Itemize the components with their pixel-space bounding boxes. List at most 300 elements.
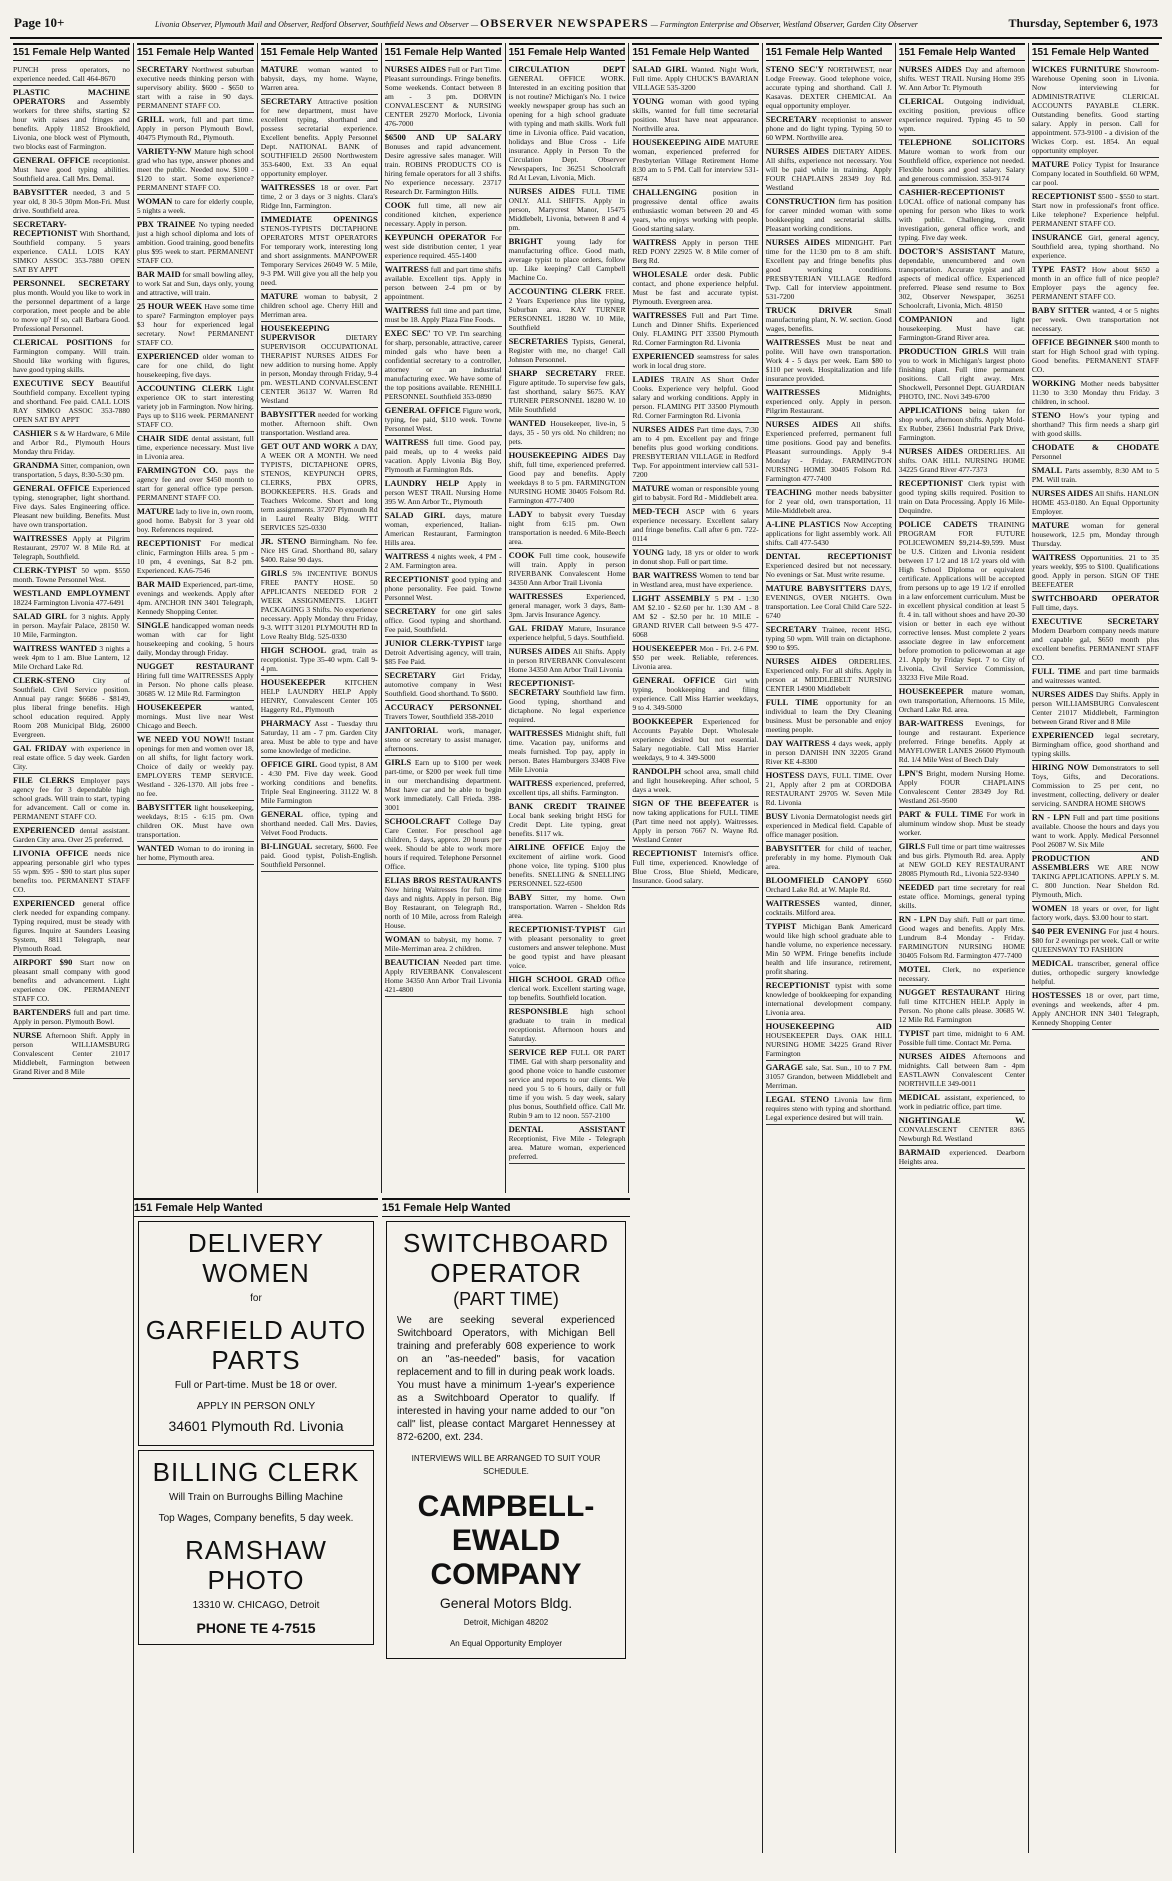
- ad-heading: LEGAL STENO: [765, 1094, 830, 1104]
- ad-heading: GIRLS: [384, 757, 412, 767]
- ad-heading: TRUCK DRIVER: [765, 305, 853, 315]
- classified-ad: [137, 701, 254, 733]
- ad-heading: WAITRESS: [508, 778, 553, 788]
- classified-ad: [137, 382, 254, 432]
- ad-text: $500 - $550 to start. Start now in professional's front office. Like telephone? Experience helpful. PERMANENT STAFF CO.: [1031, 192, 1159, 228]
- ad-text: young lady for manufacturing office. Good math, average typist to place orders, follow up. Like keeping? Call Campbell Machine Co.: [508, 237, 626, 282]
- ad-text: Modern Dearborn company needs mature and capable gal, $650 month plus excellent benefits. PERMANENT STAFF CO.: [1031, 626, 1159, 662]
- bottom-right-block: [382, 1198, 630, 1663]
- ad-heading: WAITRESS: [1031, 552, 1076, 562]
- classified-ad: [899, 313, 1025, 345]
- ad-text: part time secretary for real estate office. Mornings, general typing skills.: [898, 883, 1025, 910]
- ad-text: Personnel: [1031, 452, 1062, 461]
- ad-heading: NURSES AIDES: [898, 446, 963, 456]
- ad-text: woman to babysit, 2 children school age. Cherry Hill and Merriman area.: [260, 292, 378, 319]
- ad-text: MIDNIGHT. Part time for the 11:30 pm to 8 am shift. Excellent pay and fringe benefits plus good working conditions. PRESBYTERIAN VILLAGE Redford Twp. Call for interview appointment. 531-7200: [765, 238, 892, 301]
- classified-ad: [509, 63, 626, 185]
- classified-ad: [13, 1006, 130, 1029]
- classified-ad: [632, 236, 758, 268]
- ad-text: for Farmington company. Will train. Should like working with figures, have good typing skills.: [13, 338, 130, 374]
- ad-column-4: [382, 43, 506, 1193]
- ad-heading: INSURANCE: [1031, 232, 1083, 242]
- ad-heading: MATURE: [1031, 520, 1070, 530]
- classified-ad: [766, 842, 892, 874]
- classified-ad: [766, 874, 892, 897]
- ad-heading: CHODATE & CHODATE: [1031, 442, 1159, 452]
- classified-ad: [766, 550, 892, 582]
- ad-text: opportunity for an individual to learn the Dry Cleaning business. Must be personable and enjoy meeting people.: [765, 698, 892, 734]
- ad-address: 34601 Plymouth Rd. Livonia: [168, 1418, 344, 1434]
- ad-heading: RN - LPN: [898, 914, 937, 924]
- ad-text: Good typist, 8 AM - 4:30 PM. Five day week. Good working conditions and benefits. Triple Seal Engineering. 31122 W. 8 Mile Farmington: [260, 760, 378, 805]
- ad-text: light housekeeping, weekdays, 8:15 - 6:15 pm. Own children OK. Must have own transportation.: [136, 803, 254, 839]
- ad-text: Afternoon Shift. Apply in person WILLIAMSBURG Convalescent Center 21017 Middlebelt, Farmington between Grand River and 8 Mile: [13, 1031, 130, 1076]
- ad-heading: GIRLS: [260, 568, 288, 578]
- classified-ad: [1032, 63, 1159, 158]
- issue-date: Thursday, September 6, 1973: [1008, 15, 1158, 30]
- ad-heading: SALAD GIRL: [384, 510, 446, 520]
- ad-text: Michigan Bank Americard would like high school graduate able to handle volume, no experience necessary. Min 50 WPM. Fringe benefits include health and life insurance, retirement, profit sharing.: [765, 922, 892, 976]
- ad-text: Girl with pleasant personality to greet customers and answer telephone. Must be good typist and have pleasant voice.: [508, 925, 626, 970]
- classified-ad: [261, 63, 378, 95]
- ad-text: FREE. 2 Years Experience plus lite typing, Suburban area. KAY TURNER PERSONNEL 18280 W. 10 Mile, Southfield: [508, 287, 626, 332]
- ad-heading: PRODUCTION GIRLS: [898, 346, 989, 356]
- ad-text: 50 wpm. $550 month. Towne Personnel West.: [13, 566, 130, 584]
- ad-text: mother needs babysitter for 2 year old, own transportation, 11 Mile-Middlebelt area.: [765, 488, 892, 515]
- ad-heading: TELEPHONE SOLICITORS: [898, 137, 1025, 147]
- ad-text: needed, 3 and 5 year old, 8 30-5 30pm Mon-Fri. Must drive. Southfield area.: [13, 188, 130, 215]
- classified-ad: [509, 973, 626, 1005]
- ad-text: 5 PM - 1:30 AM $2.10 - $2.60 per hr. 1:30 AM - 8 AM $2 - $2.50 per hr. 10 MILE - GRAND RIVER Call between 9-5 477-6068: [632, 594, 759, 639]
- ad-text: Start now on pleasant small company with good benefits and advancement. Light experience OK. PERMANENT STAFF CO.: [13, 958, 130, 1003]
- ad-heading: NURSES AIDES: [384, 64, 446, 74]
- ad-text: and part time barmaids and waitresses wanted.: [1031, 667, 1160, 685]
- ad-text: Day shift. Full or part time. Good wages and benefits. Apply Mrs. Lundrum 8-4 Monday - Friday. FARMINGTON NURSING HOME 30405 Folsom Rd. Farmington 477-7400: [898, 915, 1025, 960]
- ad-text: WE ARE NOW TAKING APPLICATIONS. APPLY S. M. C. 800 Junction. Near Sheldon Rd. Plymouth, Mich.: [1031, 863, 1159, 899]
- ad-heading: MATURE BABYSITTERS: [765, 583, 867, 593]
- classified-ad: [1032, 336, 1159, 377]
- ad-heading: SECRETARY: [765, 624, 818, 634]
- ad-text: 4 nights week, 4 PM - 2 AM. Farmington area.: [384, 552, 502, 570]
- classified-ad: [13, 642, 130, 674]
- ad-heading: LADY: [508, 509, 533, 519]
- ad-heading: CASHIER: [13, 428, 52, 438]
- ad-text: experienced. Dearborn Heights area.: [898, 1148, 1025, 1166]
- ad-heading: MATURE: [632, 483, 670, 493]
- ad-text: Mature, dependable, unencumbered and own transportation. Accurate typist and all aspects of medical office. Experienced preferred. Please send resume to Box 302, Observer Newspaper, 36251 Schoolcraft, Livonia, Mich. 48150: [898, 247, 1025, 310]
- classified-ad: [1032, 551, 1159, 592]
- ad-heading: HOUSEKEEPING AID: [765, 1021, 892, 1031]
- classified-ad: [1032, 190, 1159, 231]
- ad-heading: SECRETARY: [384, 606, 437, 616]
- classified-ad: [261, 290, 378, 322]
- ad-text: assistant, experienced, to work in pediatric office, part time.: [898, 1093, 1025, 1111]
- ad-text: for child of teacher, preferably in my home. Plymouth Oak area.: [765, 844, 892, 871]
- ad-heading: POLICE CADETS: [898, 519, 978, 529]
- ad-heading: NURSES AIDES: [898, 64, 962, 74]
- ad-heading: RECEPTIONIST: [632, 848, 697, 858]
- ad-text: work, manager, steno or secretary to assist manager, afternoons.: [384, 726, 502, 753]
- classified-ad: [632, 569, 758, 592]
- ad-text: pays the agency fee and over $450 month to start for general office type person. PERMANENT STAFF CO.: [136, 466, 254, 502]
- ad-heading: NURSES AIDES: [765, 419, 839, 429]
- ad-text: Apply in person THE RED PONY 22925 W. 8 Mile corner of Berg Rd.: [632, 238, 759, 265]
- ad-text: Showroom-Warehouse Opening soon in Livonia. Now interviewing for ADMINISTRATIVE CLERICAL ACCOUNTS PAYABLE CLERK. Outstanding benefits. Good starting salary. Apply in person. Call for appointment. 573-9100 - a division of the Wickes Corp. est. 1854. An equal opportunity employer.: [1031, 65, 1159, 155]
- ad-text: woman with good typing skills, wanted for full time secretarial position. Must have neat appearance. Northville area.: [632, 97, 759, 133]
- masthead: [10, 12, 1162, 39]
- classified-ad: [385, 63, 502, 131]
- classified-ad: [385, 724, 502, 756]
- ad-heading: BI-LINGUAL: [260, 841, 313, 851]
- classified-ad: [766, 810, 892, 842]
- ad-heading: TEACHING: [765, 487, 812, 497]
- ad-column-7: [763, 43, 896, 1853]
- ad-text: Mature high school grad who has type, answer phones and meet the public. Needed now. $100 - $120 to start. Some experience? PERMANENT STAFF CO.: [136, 147, 254, 192]
- ad-heading: BEAUTICIAN: [384, 957, 439, 967]
- classified-ad: [137, 63, 254, 113]
- classified-ad: [13, 86, 130, 154]
- ad-heading: HIRING NOW: [1031, 762, 1089, 772]
- ad-text: Hiring full time WAITRESSES Apply in Person. No phone calls please. 30685 W. 12 Mile Rd. Farmington: [136, 671, 254, 698]
- ad-heading: PLASTIC MACHINE OPERATORS: [13, 87, 130, 106]
- classified-ad: [766, 236, 892, 304]
- classified-ad: [13, 610, 130, 642]
- classified-ad: [13, 956, 130, 1006]
- ad-text: wanted, 4 or 5 nights per week. Own transportation not necessary.: [1031, 306, 1160, 333]
- ad-heading: TYPIST: [765, 921, 797, 931]
- ad-title: BILLING CLERK: [152, 1457, 360, 1487]
- classified-ad: [261, 213, 378, 290]
- ad-heading: PBX TRAINEE: [136, 219, 196, 229]
- classified-ad: [899, 136, 1025, 186]
- ad-heading: BABYSITTER: [13, 187, 68, 197]
- ad-heading: WANTED: [136, 843, 175, 853]
- ad-heading: CLERICAL: [898, 96, 944, 106]
- classified-ad: [509, 335, 626, 367]
- classified-ad: [899, 963, 1025, 986]
- ad-heading: STENO: [1031, 410, 1061, 420]
- ad-heading: JR. STENO: [260, 536, 307, 546]
- ad-heading: AIRPORT $90: [13, 957, 73, 967]
- ad-text: Full time or part time waitresses and bus girls. Plymouth Rd. area. Apply at NEW GOLD KEY RESTAURANT 28085 Plymouth Rd., Livonia 522-9340: [898, 842, 1025, 878]
- ad-heading: RECEPTIONIST: [765, 980, 830, 990]
- classified-ad: [385, 933, 502, 956]
- ad-heading: EXPERIENCED: [13, 825, 75, 835]
- ad-text: firm has position for career minded woman with some bookkeeping and secretarial skills. Pleasant working conditions.: [765, 197, 892, 233]
- classified-ad: [899, 445, 1025, 477]
- classified-ad: [1032, 615, 1159, 665]
- ad-text: Clerk typist with good typing skills required. Position to train on Data Processing. Apply 16 Mile-Dequindre.: [898, 479, 1025, 515]
- classified-ad: [137, 578, 254, 619]
- ad-heading: HOUSEKEEPING AIDES: [508, 450, 609, 460]
- ad-heading: SECRETARY-RECEPTIONIST: [13, 219, 78, 238]
- ad-text: Midnights, experienced only. Apply in person. Pilgrim Restaurant.: [765, 388, 892, 415]
- classified-ad: [899, 1146, 1025, 1169]
- ad-heading: CLERK-STENO: [13, 675, 75, 685]
- classified-ad: [385, 637, 502, 669]
- ad-text: order desk. Public contact, and phone experience helpful. Must be fast and accurate typist. Plymouth. Evergreen area.: [632, 270, 759, 306]
- ad-text: position in progressive dental office awaits enthusiastic woman between 20 and 45 years, who enjoys working with people. Good starting salary.: [632, 188, 759, 233]
- ad-text: Local bank seeking bright HSG for Credit Dept. Lite typing, great benefits. $117 wk.: [508, 811, 626, 838]
- ad-heading: IMMEDIATE OPENINGS: [260, 214, 378, 224]
- ad-heading: CIRCULATION DEPT: [508, 64, 626, 74]
- classified-ad: [766, 920, 892, 979]
- ad-text: HOUSEKEEPER Days. OAK HILL NURSING HOME 34225 Grand River Farmington: [765, 1031, 892, 1058]
- ad-text: large Detroit Advertising agency, will train, $85 Fee Paid.: [384, 639, 502, 666]
- ad-heading: WAITRESSES: [508, 728, 563, 738]
- ad-heading: WOMAN: [136, 196, 173, 206]
- ad-heading: KEYPUNCH OPERATOR: [384, 232, 487, 242]
- ad-heading: WICKES FURNITURE: [1031, 64, 1121, 74]
- classified-ad: [632, 268, 758, 309]
- ad-column-3: [258, 43, 382, 1193]
- ad-text: lady, 18 yrs or older to work in donut shop. Full or part time.: [632, 548, 759, 566]
- classified-ad: [1032, 925, 1159, 957]
- ad-text: Bonuses and rapid advancement. Desire agressive sales manager. Will train. ROBINS PRODUCTS CO is hiring female operators for all 3 shifts. No experience necessary. 23717 Research Dr. Farmington Hills.: [384, 142, 502, 196]
- ad-heading: EXPERIENCED: [13, 898, 75, 908]
- ad-heading: A-LINE PLASTICS: [765, 519, 841, 529]
- classified-ad: [899, 767, 1025, 808]
- classified-ad: [632, 482, 758, 505]
- ad-text: Mother needs babysitter 11:30 to 3:30 Monday thru Friday. 3 children, in school.: [1031, 379, 1159, 406]
- ad-heading: LIVONIA OFFICE: [13, 848, 89, 858]
- ad-heading: WAITRESS: [384, 264, 429, 274]
- classified-ad: [13, 824, 130, 847]
- ad-heading: NURSES AIDES: [765, 656, 837, 666]
- classified-ad: [385, 436, 502, 477]
- classified-ad: [137, 660, 254, 701]
- ad-text: Full and Part Time. Lunch and Dinner Shifts. Experienced Only. FLAMING PIT 33500 Plymouth Rd. Corner Farmington Rd. Livonia: [632, 311, 759, 347]
- classified-ad: [385, 199, 502, 231]
- ad-text: to care for elderly couple, 5 nights a week.: [136, 197, 254, 215]
- classified-ad: [632, 186, 758, 236]
- ad-text: Southfield law firm. Good typing, shorthand and dictaphone. No legal experience required.: [508, 688, 626, 724]
- ad-text: Clerk, no experience necessary.: [898, 965, 1025, 983]
- classified-ad: [899, 1050, 1025, 1091]
- ad-heading: TYPIST: [898, 1028, 930, 1038]
- classified-ad: [509, 800, 626, 841]
- ad-text: Sitter, my home. Own transportation. Warren - Sheldon Rds area.: [508, 893, 626, 920]
- classified-ad: [766, 737, 892, 769]
- ad-text: Experienced, part-time, evenings and weekends. Apply after 4pm. ANCHOR INN 3401 Telegraph, Kennedy Shopping Center.: [136, 580, 254, 616]
- ad-text: office, typing and shorthand needed. Call Mrs. Davies, Velvet Food Products.: [260, 810, 378, 837]
- classified-ad: [766, 113, 892, 145]
- ad-column-5: [506, 43, 630, 1193]
- classified-ad: [899, 63, 1025, 95]
- ad-text: How about $650 a month in an office full of nice people? Employer pays the agency fee. PERMANENT STAFF CO.: [1031, 265, 1159, 301]
- ad-heading: BOOKKEEPER: [632, 716, 693, 726]
- ad-text: seamstress for sales work in local drug store.: [632, 352, 759, 370]
- ad-heading: OFFICE GIRL: [260, 759, 318, 769]
- ad-text: 5% INCENTIVE BONUS FREE PANTY HOSE. 50 APPLICANTS NEEDED FOR 2 WEEK ASSIGNMENTS. LIGHT PACKAGING 3 Shifts. No experience necessary. Apply Monday thru Friday, 9-3. WITT 31201 PLYMOUTH RD In Love Realty Bldg. 525-0330: [260, 569, 378, 641]
- ad-text: Instant openings for men and women over 18, on all shifts, for light factory work. Choice of daily or weekly pay. EMPLOYERS TEMP SERVICE. Westland - 326-1370. All jobs free - no fee.: [136, 735, 254, 798]
- switchboard-operator-ad: SWITCHBOARD OPERATOR (PART TIME) We are seeking several experienced Switchboard Operators, with Michigan Bell training and preferably 608 experience to work on an "as-needed" basis, for vacation replacement and to fill in during peak work loads. You must have a minimum 1-year's experience as a Switchboard Operator to qualify. If interested in having your name added to our "on call" list, please contact Margaret Hennessey at 872-6200, ext. 234. INTERVIEWS WILL BE ARRANGED TO SUIT YOUR SCHEDULE. CAMPBELL-EWALD COMPANY General Motors Bldg. Detroit, Michigan 48202 An Equal Opportunity Employer: [386, 1221, 626, 1659]
- classified-ad: [899, 345, 1025, 404]
- ad-text: for small bowling alley, to work Sat and Sun, days only, young and attractive, will train.: [136, 270, 254, 297]
- ad-text: FREE. Figure aptitude. To supervise few gals, fast shorthand, salary $675. KAY TURNER PERSONNEL 18280 W. 10 Mile Southfield: [508, 369, 626, 414]
- classified-ad: [766, 1020, 892, 1061]
- ad-text: wanted, dinner, cocktails. Milford area.: [765, 899, 892, 917]
- ad-heading: GRILL: [136, 114, 165, 124]
- classified-ad: [1032, 761, 1159, 811]
- classified-ad: [261, 322, 378, 408]
- ad-heading: YOUNG: [632, 547, 665, 557]
- classified-ad: [385, 550, 502, 573]
- ad-text: PUNCH press operators, no experience needed. Call 464-8670: [13, 65, 130, 83]
- ad-text: 18 or over. Part time, 2 or 3 days or 3 nights. Clara's Ridge Inn, Farmington.: [260, 183, 378, 210]
- classified-ad: [13, 897, 130, 956]
- ad-text: receptionist. Must have good typing abilities. Southfield area. Call Mrs. Demal.: [13, 156, 130, 183]
- classified-ad: [766, 623, 892, 655]
- ad-heading: ACCOUNTING CLERK: [136, 383, 232, 393]
- bottom-left-block: [134, 1198, 378, 1649]
- ad-text: DIETARY AIDES. All shifts, experience not necessary. You will be paid while in training. Apply FOUR CHAPLAINS 28349 Joy Rd. Westland: [765, 147, 892, 192]
- ad-heading: LAUNDRY HELP: [384, 478, 460, 488]
- ad-heading: SECRETARY: [136, 64, 189, 74]
- classified-ad: [385, 404, 502, 436]
- ad-text: 6560 Orchard Lake Rd. at W. Maple Rd.: [765, 876, 892, 894]
- classified-ad: [1032, 592, 1159, 615]
- ad-heading: WAITRESSES: [632, 310, 687, 320]
- classified-ad: [137, 195, 254, 218]
- classified-ad: [261, 717, 378, 758]
- ad-text: TRAINING PROGRAM FOR FUTURE POLICEWOMEN $9,214-$9,599. Must be U.S. Citizen and Livonia resident between 17 1/2 and 18 1/2 years old with High School Diploma or equivalent certificate. Applications will be accepted from persons up to age 19 1/2 if enrolled in a law enforcement curriculum. Must be in excellent physical condition at least 5 ft. 4 in. tall without shoes and have 20-30 vision or better in each eye without corrective lenses. Must complete 2 years associate degree in law enforcement before promotion to policewoman at age 21. Apply by Friday Sept. 7 to City of Livonia, Civil Service Commission, 33233 Five Mile Road.: [898, 520, 1025, 682]
- classified-ad: [766, 518, 892, 550]
- ad-text: Evenings, for lounge and restaurant. Experience preferred. Fringe benefits. Apply at MAYFLOWER LANES 26600 Plymouth Rd. 1/4 Mile West of Beech Daly: [898, 719, 1025, 764]
- ad-heading: WOMAN: [384, 934, 421, 944]
- ad-heading: MEDICAL: [1031, 958, 1074, 968]
- classified-ad: [509, 677, 626, 727]
- classified-ad: [899, 685, 1025, 717]
- classified-ad: [509, 367, 626, 417]
- ad-text: Earn up to $100 per week part-time, or $200 per week full time in our merchandising department. Must have car and be able to begin work immediately. Call Frieda. 398-3001: [384, 758, 502, 812]
- classified-ad: [766, 386, 892, 418]
- classified-ad: [509, 891, 626, 923]
- ad-text: Women to tend bar in Westland area, must have experience.: [632, 571, 759, 589]
- page-number: Page 10+: [14, 15, 65, 30]
- classified-ad: [13, 1029, 130, 1079]
- classified-ad: [766, 1061, 892, 1093]
- ad-text: Day and afternoon shifts. WEST TRAIL Nursing Home 395 W. Ann Arbor Tr. Plymouth: [898, 65, 1025, 92]
- ad-heading: NURSES AIDES: [1031, 689, 1094, 699]
- ad-text: TO VP. I'm searching for sharp, personable, attractive, career minded gals who have been a confidential secretary to a controller, attorney or an industrial manufacturing exec. We have some of the top positions available. RENHILL PERSONNEL Southfield 353-0890: [384, 329, 502, 401]
- ad-text: 18 or over, part time, evenings and weekends, after 4 pm. Apply ANCHOR INN 3401 Telegraph, Kennedy Shopping Center: [1031, 991, 1159, 1027]
- masthead-credits: Livonia Observer, Plymouth Mail and Observer, Redford Observer, Southfield News and Observer — OBSERVER NEWSPAPERS — Farmington Enterprise and Observer, Westland Observer, Garden City Observer: [155, 15, 918, 30]
- ad-text: Policy Typist for Insurance Company located in Southfield. 60 WPM, car pool.: [1031, 160, 1159, 187]
- ad-text: Typists, General, Register with me, no charge! Call Johnson Personnel.: [508, 337, 626, 364]
- classified-ad: [766, 63, 892, 113]
- classified-ad: [385, 605, 502, 637]
- section-title: 151 Female Help Wanted: [632, 43, 758, 61]
- classified-ad: [137, 218, 254, 268]
- ad-heading: HOUSEKEEPER: [632, 643, 698, 653]
- ad-heading: GAL FRIDAY: [508, 623, 564, 633]
- classified-ad: [766, 195, 892, 236]
- classified-ad: [385, 263, 502, 304]
- ad-text: Experienced desired but not necessary. No evenings or Sat. Must write resume.: [765, 561, 892, 579]
- classified-ad: [385, 304, 502, 327]
- classified-ad: [1032, 957, 1159, 989]
- ad-heading: ACCOUNTING CLERK: [508, 286, 602, 296]
- ad-heading: MEDICAL: [898, 1092, 940, 1102]
- classified-ad: [509, 235, 626, 285]
- ad-heading: VARIETY-NW: [136, 146, 192, 156]
- ad-heading: EXPERIENCED: [1031, 730, 1094, 740]
- classified-ad: [632, 136, 758, 186]
- classified-ad: [13, 774, 130, 824]
- ad-heading: BAR WAITRESS: [632, 570, 697, 580]
- ad-heading: HOUSEKEEPER: [136, 702, 202, 712]
- ad-column-9: [1029, 43, 1162, 1853]
- ad-text: Apply at Pilgrim Restaurant, 29707 W. 8 Mile Rd. at Telegraph, Southfield.: [13, 534, 130, 561]
- section-title: 151 Female Help Wanted: [137, 43, 254, 61]
- ad-heading: GENERAL OFFICE: [384, 405, 461, 415]
- ad-text: $400 month to start for High School grad with typing. Good benefits. PERMANENT STAFF CO.: [1031, 338, 1159, 374]
- ad-text: typist with some knowledge of bookkeeping for expanding international development company. Livonia area.: [765, 981, 892, 1017]
- ad-text: CONVALESCENT CENTER 8365 Newburgh Rd. Westland: [898, 1125, 1025, 1143]
- classified-ad: [1032, 811, 1159, 852]
- ad-heading: SIGN OF THE BEEFEATER: [632, 798, 749, 808]
- ad-text: Experienced for Accounts Payable Dept. Wholesale experience desired but not essential. Salary negotiable. Call Miss Harrier weekdays, 9 to 4. 349-5000: [632, 717, 759, 762]
- ad-heading: BABY SITTER: [1031, 305, 1090, 315]
- classified-ad: [1032, 304, 1159, 336]
- classified-ad: [13, 427, 130, 459]
- ad-heading: MATURE: [260, 291, 298, 301]
- ad-heading: EXPERIENCED: [632, 351, 695, 361]
- ad-text: Travers Tower, Southfield 358-2010: [384, 712, 494, 721]
- classified-ad: [1032, 729, 1159, 761]
- ad-heading: WORKING: [1031, 378, 1076, 388]
- classified-ad: [632, 642, 758, 674]
- classified-ad: [899, 881, 1025, 913]
- ad-heading: NURSES AIDES: [508, 186, 575, 196]
- classified-ad: [1032, 665, 1159, 688]
- ad-text: Apply in person WEST TRAIL Nursing Home 395 W. Ann Arbor Tr., Plymouth: [384, 479, 502, 506]
- classified-ad: [261, 535, 378, 567]
- section-title-bottom-2: 151 Female Help Wanted: [382, 1198, 630, 1217]
- classified-ad: [13, 154, 130, 186]
- ad-heading: RN - LPN: [1031, 812, 1071, 822]
- ad-heading: APPLICATIONS: [898, 405, 963, 415]
- ad-heading: SECRETARY: [260, 96, 313, 106]
- ad-text: Afternoons and midnights. Call between 8am - 4pm EASTLAWN Convalescent Center NORTHVILLE 349-0011: [898, 1052, 1025, 1088]
- classified-ad: [385, 956, 502, 997]
- ad-text: Sitter, companion, own transportation, 5 days, 8:30-5:30 pm.: [13, 461, 130, 479]
- ad-heading: EXPERIENCED: [136, 351, 199, 361]
- ad-heading: MED-TECH: [632, 506, 680, 516]
- classified-ad: [13, 587, 130, 610]
- ad-text: Receptionist, Five Mile - Telegraph area. Mature woman, experienced preferred.: [508, 1134, 626, 1161]
- classified-ad: [766, 897, 892, 920]
- ad-text: Employer pays agency fee for 3 dependable high school grads. Will train to start, typing for advancement. Call or come in. PERMANENT STAFF CO.: [13, 776, 130, 821]
- ad-text: Livonia Dermatologist needs girl experienced in Medical field. Capable of office manager position.: [765, 812, 892, 839]
- classified-ad: [385, 477, 502, 509]
- ad-text: All shifts. Experienced preferred, permanent full time positions. Good pay and benefits. Pleasant surroundings. Apply 9-4 Monday - Friday. FARMINGTON NURSING HOME 30405 Folsom Rd. Farmington 477-7400: [765, 420, 892, 483]
- ad-heading: BARMAID: [898, 1147, 941, 1157]
- ad-text: NORTHWEST, near Lodge Freeway. Good telephone voice, accurate typing and shorthand. Call J. Kasavas. DEXTER CHEMICAL An equal opportunity employer.: [765, 65, 892, 110]
- ad-heading: SWITCHBOARD OPERATOR: [1031, 593, 1159, 603]
- ad-heading: SECRETARY: [765, 114, 818, 124]
- ad-text: A DAY, A WEEK OR A MONTH. We need TYPISTS, DICTAPHONE OPRS, STENOS, KEYPUNCH OPRS, CLERKS, PBX OPRS, BOOKKEEPERS. H.S. Grads and Teachers Welcome. Short and long term assignments. 37207 Plymouth Rd in Laurel Realty Bldg. WITT SERVICES 525-0330: [260, 442, 378, 532]
- classified-ad: [509, 508, 626, 549]
- ad-heading: CASHIER-RECEPTIONIST: [898, 187, 1005, 197]
- classified-ad: [509, 417, 626, 449]
- ad-text: No typing needed just a high school diploma and lots of ambition. Good training, good benefits plus $95 week to start. PERMANENT STAFF CO.: [136, 220, 254, 265]
- classified-ad: [899, 1114, 1025, 1146]
- ad-heading: SALAD GIRL: [632, 64, 688, 74]
- ad-text: MATURE woman, experienced preferred for Presbyterian Village Retirement Home 8:30 am to 5 PM. Call for interview 531-6874: [632, 138, 759, 183]
- ad-text: mature woman, own transportation, Afternoons. 15 Mile, Orchard Lake Rd. area.: [898, 687, 1025, 714]
